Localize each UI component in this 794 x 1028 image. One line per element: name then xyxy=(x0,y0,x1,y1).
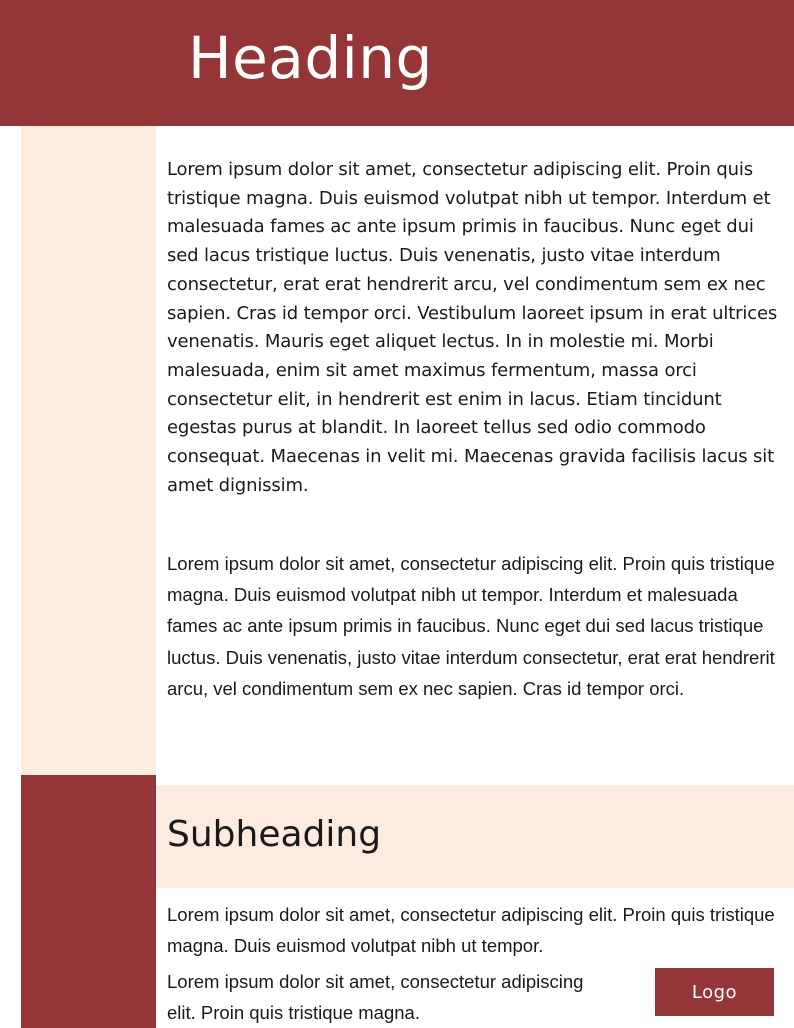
section-paragraph-2: Lorem ipsum dolor sit amet, consectetur adipiscing elit. Proin quis tristique magna. xyxy=(167,971,584,1023)
logo-placeholder: Logo xyxy=(655,968,774,1016)
section-subheading: Subheading xyxy=(167,814,382,855)
section-paragraph-1: Lorem ipsum dolor sit amet, consectetur adipiscing elit. Proin quis tristique magna. Duis euismod volutpat nibh ut tempor. xyxy=(167,904,775,956)
left-accent-column-dark xyxy=(21,775,156,1028)
header-band xyxy=(0,0,794,126)
body-paragraph-1: Lorem ipsum dolor sit amet, consectetur adipiscing elit. Proin quis tristique magna. Duis euismod volutpat nibh ut tempor. Interdum et malesuada fames ac ante ipsum primis in faucibus. Nunc eget dui sed lacus tristique luctus. Duis venenatis, justo vitae interdum consectetur, erat erat hendrerit arcu, vel condimentum sem ex nec sapien. Cras id tempor orci. Vestibulum laoreet ipsum in erat ultrices venenatis. Mauris eget aliquet lectus. In in molestie mi. Morbi malesuada, enim sit amet maximus fermentum, massa orci consectetur elit, in hendrerit est enim in lacus. Etiam tincidunt egestas purus at blandit. In laoreet tellus sed odio commodo consequat. Maecenas in velit mi. Maecenas gravida facilisis lacus sit amet dignissim. xyxy=(167,159,778,496)
page-title: Heading xyxy=(188,24,433,92)
body-paragraph-2: Lorem ipsum dolor sit amet, consectetur adipiscing elit. Proin quis tristique magna. Duis euismod volutpat nibh ut tempor. Interdum et malesuada fames ac ante ipsum primis in faucibus. Nunc eget dui sed lacus tristique luctus. Duis venenatis, justo vitae interdum consectetur, erat erat hendrerit arcu, vel condimentum sem ex nec sapien. Cras id tempor orci. xyxy=(167,553,775,699)
left-accent-column-light xyxy=(21,126,156,775)
